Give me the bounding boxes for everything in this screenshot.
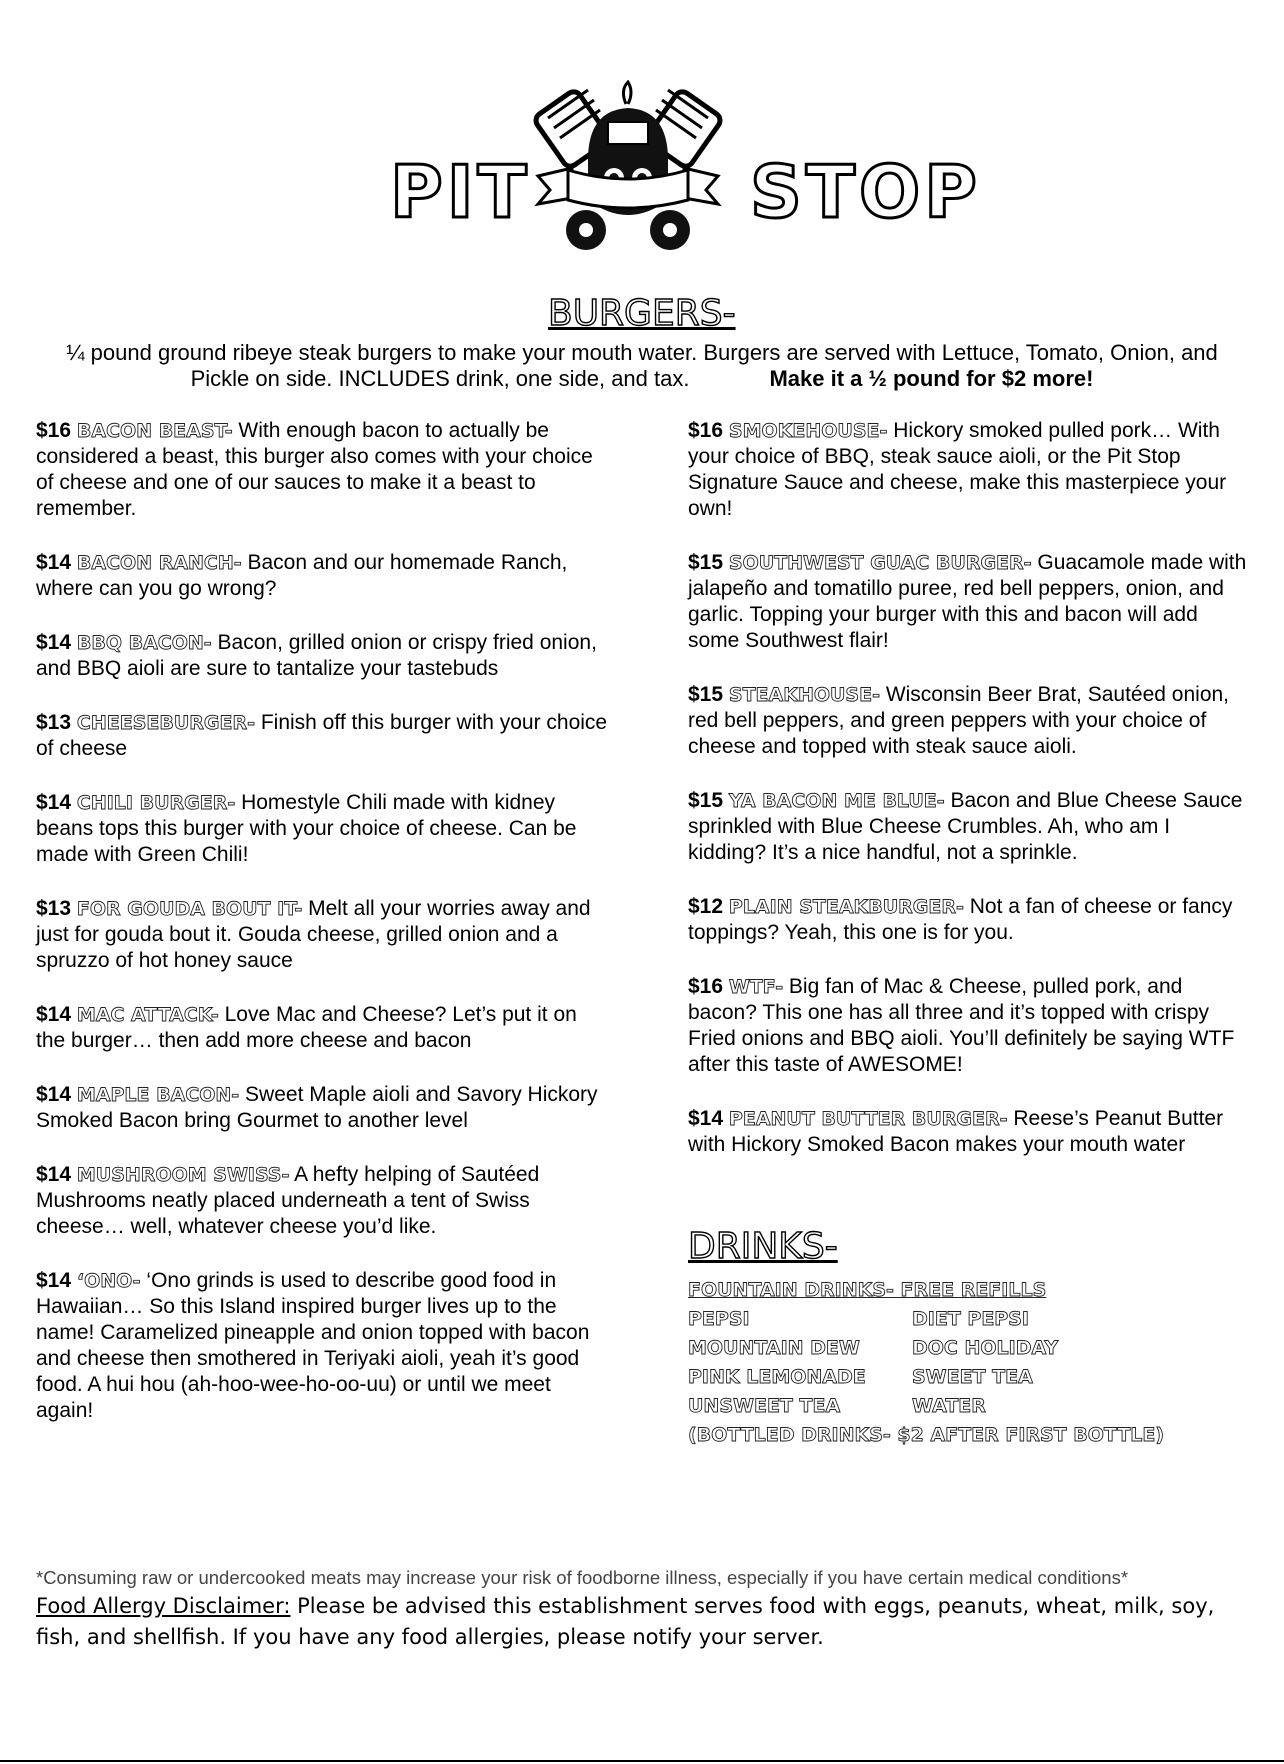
allergy-label: Food Allergy Disclaimer:: [36, 1594, 291, 1618]
menu-item: [36, 790, 610, 868]
item-price: $16: [688, 975, 724, 998]
drink-row: [688, 1363, 1248, 1392]
item-name: PEANUT BUTTER BURGER-: [728, 1108, 1008, 1130]
menu-item: [688, 1106, 1254, 1158]
item-description: Reese’s Peanut Butter with Hickory Smoked Bacon makes your mouth water: [688, 1107, 1224, 1156]
menu-item: [688, 682, 1254, 760]
menu-item: [36, 1268, 610, 1424]
burger-list-left: [36, 418, 610, 1452]
item-description: Sweet Maple aioli and Savory Hickory Smoked Bacon bring Gourmet to another level: [36, 1083, 598, 1132]
menu-item: [36, 418, 610, 522]
item-description: ‘Ono grinds is used to describe good food in Hawaiian… So this Island inspired burger lives up to the name! Caramelized pineapple and onion topped with bacon and cheese then smothered in Teriyaki aioli, yeah it’s good food. A hui hou (ah-hoo-wee-ho-oo-uu) or until we meet again!: [36, 1269, 590, 1422]
item-price: $16: [688, 419, 724, 442]
item-description: Bacon and Blue Cheese Sauce sprinkled with Blue Cheese Crumbles. Ah, who am I kidding? It’s a nice handful, not a sprinkle.: [688, 789, 1243, 864]
item-name: YA BACON ME BLUE-: [728, 790, 945, 812]
menu-item: [688, 974, 1254, 1078]
allergy-disclaimer: [36, 1591, 1256, 1653]
item-price: $12: [688, 895, 724, 918]
item-name: CHILI BURGER-: [76, 792, 236, 814]
item-name: CHEESEBURGER-: [76, 712, 255, 734]
menu-item: [36, 550, 610, 602]
item-price: $14: [36, 1163, 72, 1186]
item-price: $14: [36, 1083, 72, 1106]
menu-item: [36, 1082, 610, 1134]
item-name: SOUTHWEST GUAC BURGER-: [728, 552, 1032, 574]
drink-item: UNSWEET TEA: [688, 1395, 841, 1417]
drinks-heading: DRINKS-: [688, 1226, 838, 1267]
item-name: SMOKEHOUSE-: [728, 420, 888, 442]
half-pound-upgrade: Make it a ½ pound for $2 more!: [769, 366, 1094, 391]
burgers-intro: [40, 340, 1244, 392]
item-description: Melt all your worries away and just for gouda bout it. Gouda cheese, grilled onion and a spruzzo of hot honey sauce: [36, 897, 591, 972]
item-price: $14: [36, 631, 72, 654]
item-name: PLAIN STEAKBURGER-: [728, 896, 964, 918]
item-name: MAC ATTACK-: [76, 1004, 219, 1026]
pit-stop-logo: [380, 80, 981, 260]
logo-word-stop: STOP: [750, 150, 981, 234]
drink-item: SWEET TEA: [912, 1366, 1033, 1388]
item-description: A hefty helping of Sautéed Mushrooms neatly placed underneath a tent of Swiss cheese… well, whatever cheese you’d like.: [36, 1163, 540, 1238]
item-description: Big fan of Mac & Cheese, pulled pork, and bacon? This one has all three and it’s topped with crispy Fried onions and BBQ aioli. You’ll definitely be saying WTF after this taste of AWESOME!: [688, 975, 1235, 1076]
drink-item: DIET PEPSI: [912, 1308, 1029, 1330]
item-description: Finish off this burger with your choice of cheese: [36, 711, 608, 760]
item-name: ‘ONO-: [76, 1270, 141, 1292]
menu-item: [688, 788, 1254, 866]
drinks-list: [688, 1276, 1248, 1450]
item-price: $14: [36, 1003, 72, 1026]
burgers-heading: BURGERS-: [548, 293, 736, 334]
drink-row: [688, 1392, 1248, 1421]
item-name: BACON RANCH-: [76, 552, 242, 574]
drink-item: WATER: [912, 1395, 986, 1417]
item-price: $14: [36, 791, 72, 814]
item-description: Guacamole made with jalapeño and tomatillo puree, red bell peppers, onion, and garlic. Topping your burger with this and bacon will add some Southwest flair!: [688, 551, 1247, 652]
item-description: Love Mac and Cheese? Let’s put it on the burger… then add more cheese and bacon: [36, 1003, 577, 1052]
drink-row: [688, 1334, 1248, 1363]
item-price: $15: [688, 551, 724, 574]
menu-item: [688, 894, 1254, 946]
menu-item: [36, 896, 610, 974]
item-price: $14: [688, 1107, 724, 1130]
menu-item: [688, 418, 1254, 522]
drink-item: PEPSI: [688, 1308, 750, 1330]
burgers-intro-text: ¼ pound ground ribeye steak burgers to make your mouth water. Burgers are served with Lettuce, Tomato, Onion, and Pickle on side. INCLUDES drink, one side, and tax.: [66, 340, 1218, 391]
item-name: MAPLE BACON-: [76, 1084, 240, 1106]
item-price: $14: [36, 1269, 72, 1292]
drink-item: DOC HOLIDAY: [912, 1337, 1059, 1359]
item-price: $15: [688, 789, 724, 812]
item-price: $13: [36, 897, 72, 920]
item-description: Bacon, grilled onion or crispy fried onion, and BBQ aioli are sure to tantalize your tastebuds: [36, 631, 597, 680]
menu-item: [36, 1162, 610, 1240]
item-description: Hickory smoked pulled pork… With your choice of BBQ, steak sauce aioli, or the Pit Stop Signature Sauce and cheese, make this masterpiece your own!: [688, 419, 1227, 520]
item-name: MUSHROOM SWISS-: [76, 1164, 290, 1186]
menu-item: [36, 710, 610, 762]
item-price: $16: [36, 419, 72, 442]
drink-row: [688, 1305, 1248, 1334]
item-name: FOR GOUDA BOUT IT-: [76, 898, 303, 920]
bottom-divider: [0, 1760, 1284, 1762]
menu-item: [36, 1002, 610, 1054]
drink-item: MOUNTAIN DEW: [688, 1337, 860, 1359]
item-name: STEAKHOUSE-: [728, 684, 880, 706]
menu-item: [36, 630, 610, 682]
menu-item: [688, 550, 1254, 654]
skull-pistons-emblem-icon: [528, 80, 728, 260]
bottled-drinks-note: (BOTTLED DRINKS- $2 AFTER FIRST BOTTLE): [688, 1424, 1165, 1446]
allergy-text: Please be advised this establishment serves food with eggs, peanuts, wheat, milk, soy, fish, and shellfish. If you have any food allergies, please notify your server.: [36, 1594, 1215, 1649]
raw-meat-warning: *Consuming raw or undercooked meats may increase your risk of foodborne illness, especially if you have certain medical conditions*: [36, 1567, 1129, 1588]
fountain-drinks-header: FOUNTAIN DRINKS- FREE REFILLS: [688, 1279, 1047, 1301]
item-price: $14: [36, 551, 72, 574]
item-price: $13: [36, 711, 72, 734]
item-name: WTF-: [728, 976, 784, 998]
logo-word-pit: PIT: [390, 150, 531, 234]
item-price: $15: [688, 683, 724, 706]
item-name: BACON BEAST-: [76, 420, 233, 442]
item-description: With enough bacon to actually be considered a beast, this burger also comes with your choice of cheese and one of our sauces to make it a beast to remember.: [36, 419, 593, 520]
burger-list-right: [688, 418, 1254, 1186]
item-description: Not a fan of cheese or fancy toppings? Yeah, this one is for you.: [688, 895, 1233, 944]
item-description: Wisconsin Beer Brat, Sautéed onion, red bell peppers, and green peppers with your choice of cheese and topped with steak sauce aioli.: [688, 683, 1230, 758]
item-description: Homestyle Chili made with kidney beans tops this burger with your choice of cheese. Can be made with Green Chili!: [36, 791, 577, 866]
drink-item: PINK LEMONADE: [688, 1366, 866, 1388]
item-name: BBQ BACON-: [76, 632, 212, 654]
item-description: Bacon and our homemade Ranch, where can you go wrong?: [36, 551, 568, 600]
